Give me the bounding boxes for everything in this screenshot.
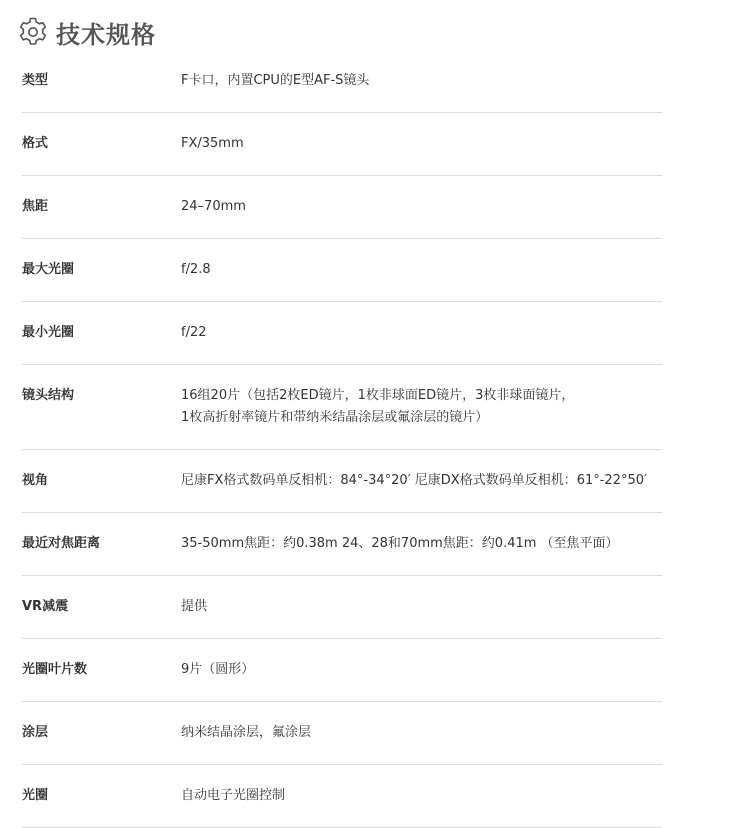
spec-value xyxy=(181,785,662,807)
spec-value-line: f/22 xyxy=(181,325,207,340)
spec-value-line: 自动电子光圈控制 xyxy=(181,788,286,803)
spec-table xyxy=(22,50,662,828)
spec-value xyxy=(181,596,662,618)
spec-value xyxy=(181,470,662,492)
spec-label: 焦距 xyxy=(22,199,49,214)
spec-value-line: 纳米结晶涂层，氟涂层 xyxy=(181,725,312,740)
spec-row xyxy=(22,702,662,765)
spec-value-line: F卡口，内置CPU的E型AF-S镜头 xyxy=(181,73,370,88)
spec-label: 格式 xyxy=(22,136,49,151)
spec-value-line: f/2.8 xyxy=(181,262,211,277)
spec-value-line: 9片（圆形） xyxy=(181,662,255,677)
spec-value xyxy=(181,196,662,218)
spec-value xyxy=(181,722,662,744)
spec-value-line: 1枚高折射率镜片和带纳米结晶涂层或氟涂层的镜片） xyxy=(181,410,489,425)
spec-value xyxy=(181,533,662,555)
spec-label: 类型 xyxy=(22,73,49,88)
spec-value xyxy=(181,259,662,281)
gear-icon xyxy=(16,15,50,49)
spec-row xyxy=(22,113,662,176)
spec-label: 最近对焦距离 xyxy=(22,536,101,551)
spec-value-line: 尼康FX格式数码单反相机：84°-34°20′ 尼康DX格式数码单反相机：61°-22°50′ xyxy=(181,473,647,488)
spec-label: 光圈叶片数 xyxy=(22,662,88,677)
spec-label: 镜头结构 xyxy=(22,388,75,403)
spec-row xyxy=(22,50,662,113)
spec-label: 涂层 xyxy=(22,725,49,740)
spec-label: 光圈 xyxy=(22,788,49,803)
spec-label: 最大光圈 xyxy=(22,262,75,277)
spec-value xyxy=(181,385,662,429)
spec-row xyxy=(22,365,662,450)
spec-row xyxy=(22,765,662,828)
spec-row xyxy=(22,239,662,302)
spec-row xyxy=(22,176,662,239)
spec-label: 视角 xyxy=(22,473,49,488)
spec-row xyxy=(22,450,662,513)
page-title: 技术规格 xyxy=(56,20,156,49)
spec-row xyxy=(22,513,662,576)
spec-label: VR减震 xyxy=(22,599,69,614)
spec-value xyxy=(181,659,662,681)
spec-row xyxy=(22,302,662,365)
spec-value-line: 16组20片（包括2枚ED镜片，1枚非球面ED镜片，3枚非球面镜片， xyxy=(181,388,575,403)
spec-value-line: 提供 xyxy=(181,599,208,614)
spec-label: 最小光圈 xyxy=(22,325,75,340)
spec-row xyxy=(22,576,662,639)
spec-value-line: FX/35mm xyxy=(181,136,244,151)
section-header xyxy=(16,14,156,50)
spec-value-line: 24–70mm xyxy=(181,199,246,214)
spec-value xyxy=(181,133,662,155)
spec-value xyxy=(181,322,662,344)
spec-value xyxy=(181,70,662,92)
spec-row xyxy=(22,639,662,702)
spec-value-line: 35-50mm焦距：约0.38m 24、28和70mm焦距：约0.41m （至焦平面） xyxy=(181,536,619,551)
